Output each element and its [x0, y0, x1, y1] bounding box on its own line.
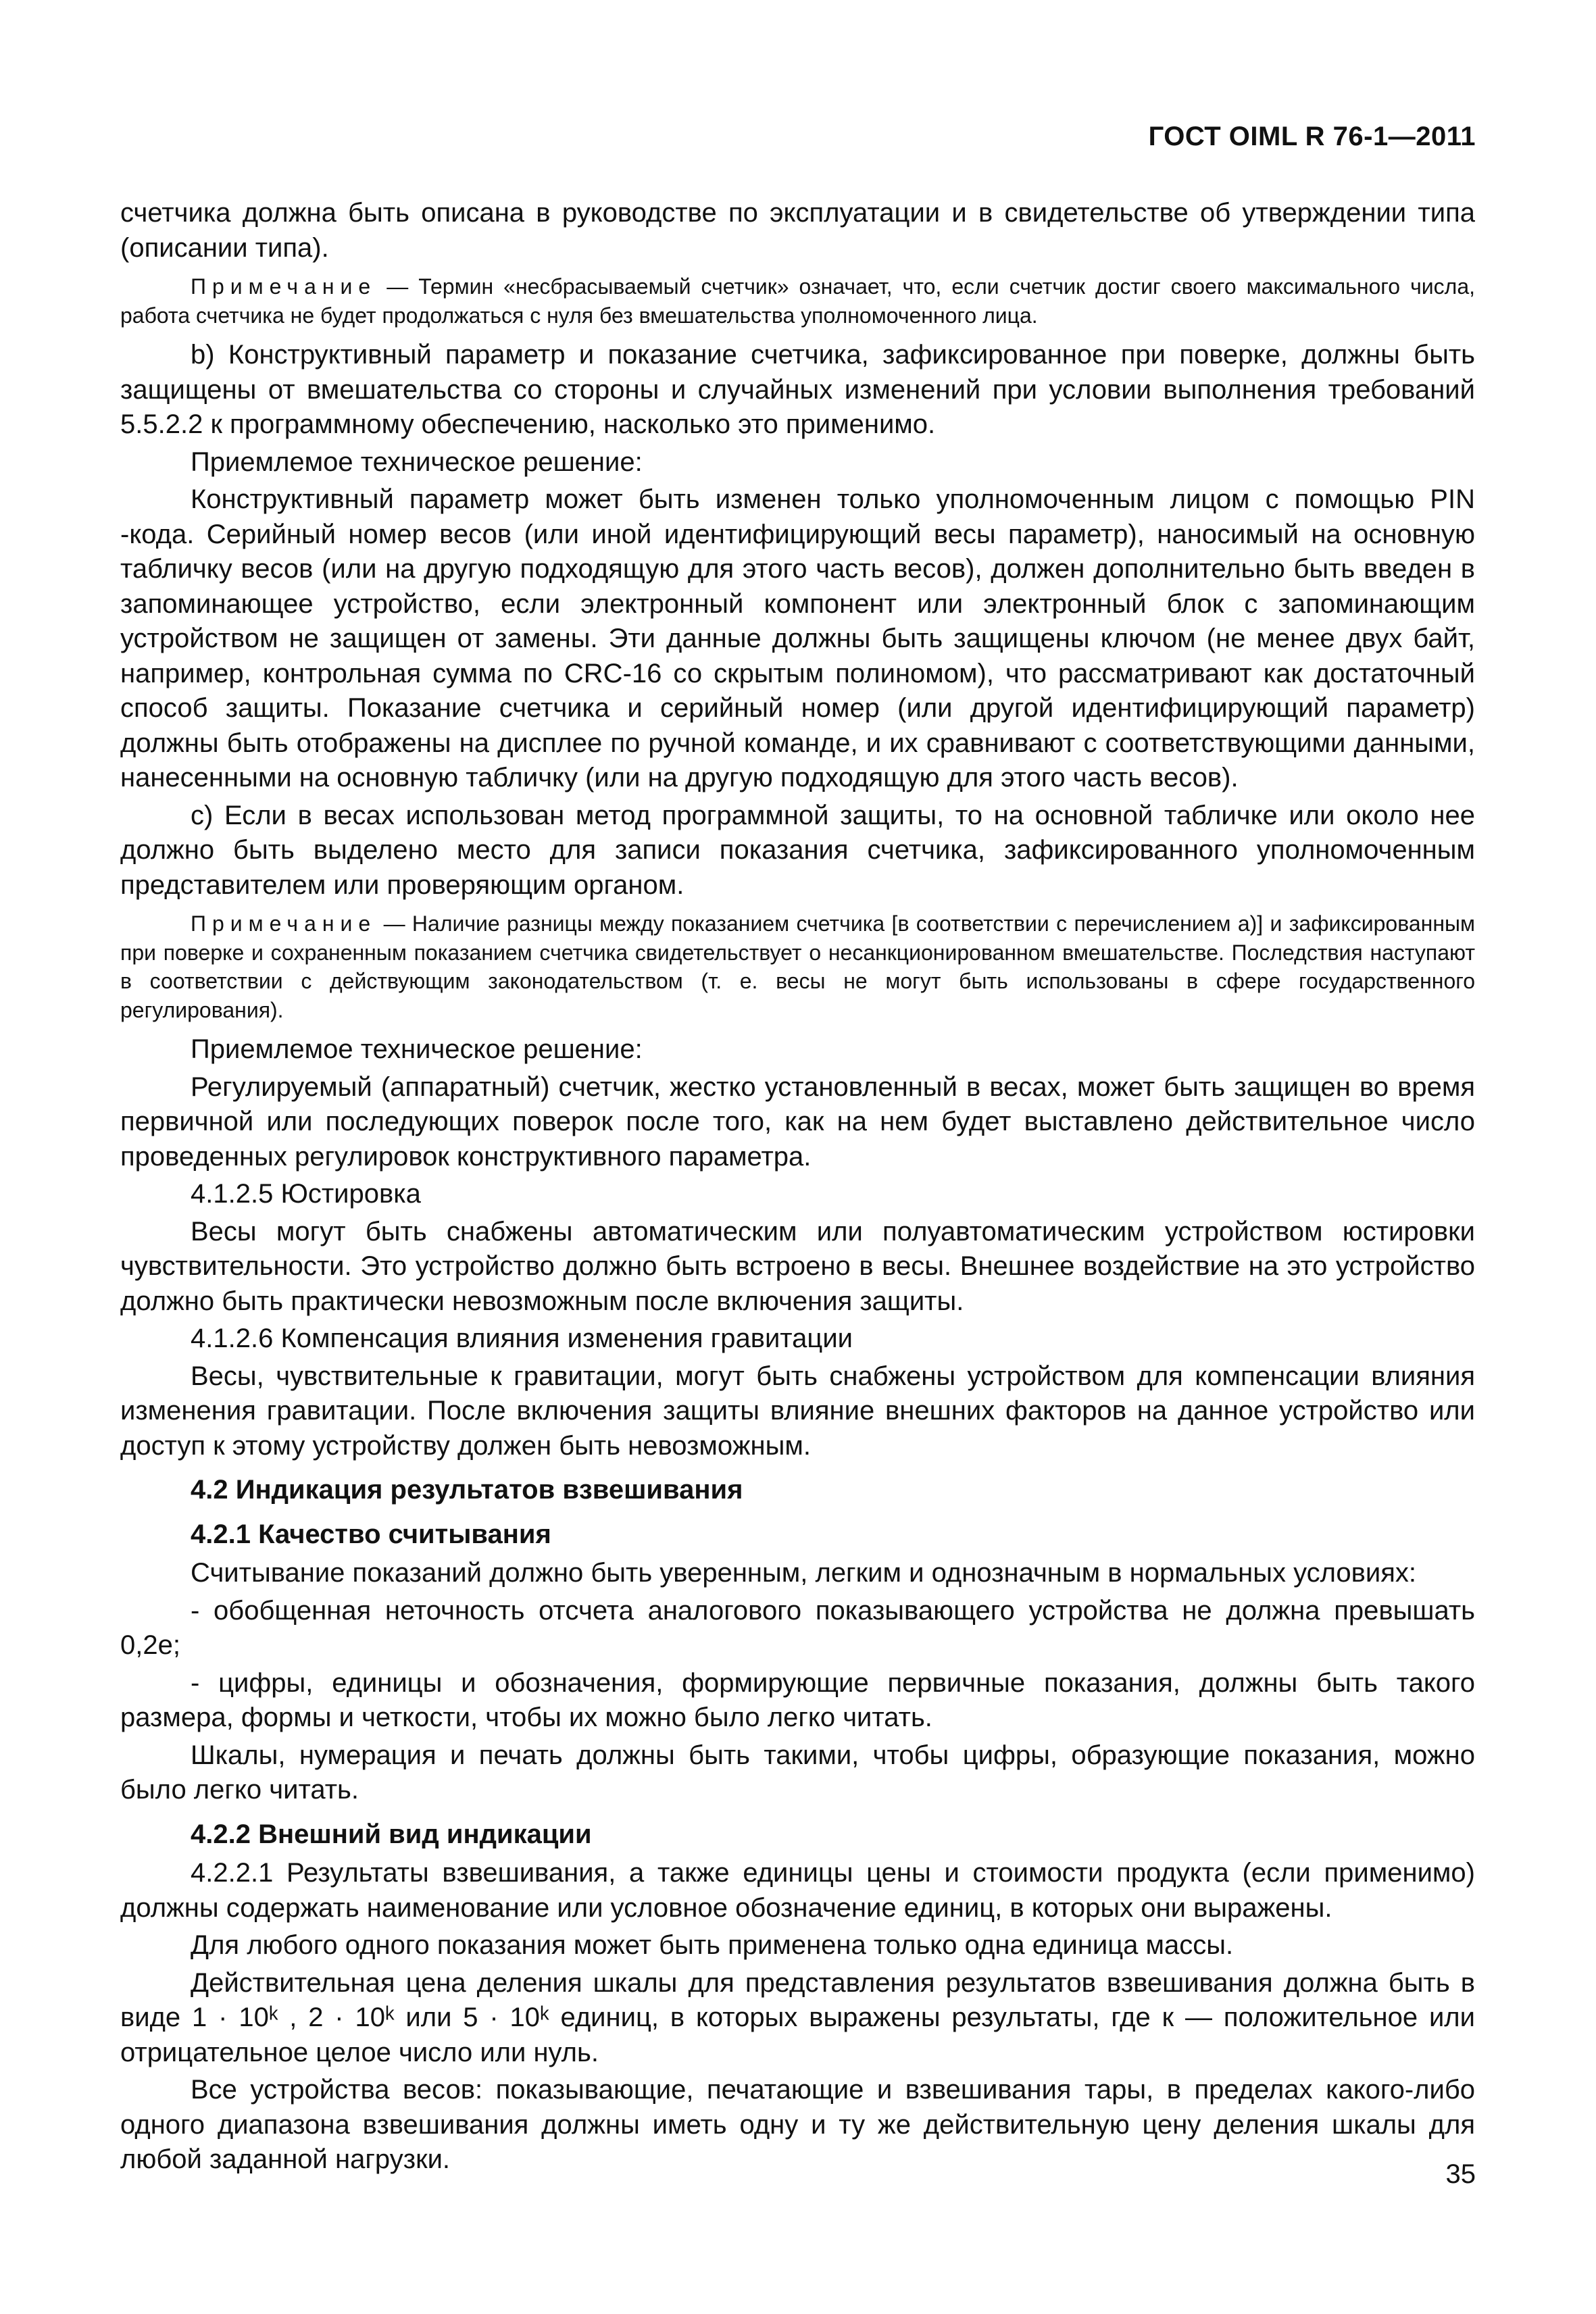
note-text: — Наличие разницы между показанием счетчика [в соответствии с перечислением a)] и зафиксированным при поверке и сохраненным показанием счетчика свидетельствует о несанкционированном вмешательстве. Последствия наступают в соответствии с действующим законодательством (т. е. весы не могут быть использованы в сфере государственного регулирования). — [120, 911, 1475, 1022]
body-paragraph: Приемлемое техническое решение: — [191, 447, 643, 477]
note-label: Примечание — [191, 274, 377, 299]
body-paragraph: Действительная цена деления шкалы для представления результатов взвешивания должна быть в виде 1 · 10ᵏ , 2 · 10ᵏ или 5 · 10ᵏ единиц, в которых выражены результаты, где к — положительное или отрицательное целое число или нуль. — [120, 1967, 1475, 2067]
section-heading: 4.2.2 Внешний вид индикации — [191, 1819, 592, 1849]
body-paragraph: Приемлемое техническое решение: — [191, 1034, 643, 1064]
body-paragraph: c) Если в весах использован метод программной защиты, то на основной табличке или около нее должно быть выделено место для записи показания счетчика, зафиксированного уполномоченным представителем или проверяющим органом. — [120, 800, 1475, 900]
note-paragraph — [120, 272, 1475, 330]
document-body — [120, 196, 1475, 2180]
body-paragraph: Шкалы, нумерация и печать должны быть такими, чтобы цифры, образующие показания, можно было легко читать. — [120, 1740, 1475, 1805]
body-paragraph: b) Конструктивный параметр и показание счетчика, зафиксированное при поверке, должны быть защищены от вмешательства со стороны и случайных изменений при условии выполнения требований 5.5.2.2 к программному обеспечению, насколько это применимо. — [120, 340, 1475, 439]
note-label: Примечание — [191, 911, 377, 936]
note-text: — Термин «несбрасываемый счетчик» означает, что, если счетчик достиг своего максимального числа, работа счетчика не будет продолжаться с нуля без вмешательства уполномоченного лица. — [120, 274, 1475, 328]
note-paragraph — [120, 909, 1475, 1024]
body-paragraph: Все устройства весов: показывающие, печатающие и взвешивания тары, в пределах какого-либо одного диапазона взвешивания должны иметь одну и ту же действительную цену деления шкалы для любой заданной нагрузки. — [120, 2075, 1475, 2174]
body-paragraph: Конструктивный параметр может быть изменен только уполномоченным лицом с помощью PIN -кода. Серийный номер весов (или иной идентифицирующий весы параметр), наносимый на основную табличку весов (или на другую подходящую для этого часть весов), должен дополнительно быть введен в запоминающее устройство, если электронный компонент или электронный блок с запоминающим устройством не защищен от замены. Эти данные должны быть защищены ключом (не менее двух байт, например, контрольная сумма по CRC-16 со скрытым полиномом), что рассматривают как достаточный способ защиты. Показание счетчика и серийный номер (или другой идентифицирующий параметр) должны быть отображены на дисплее по ручной команде, и их сравнивают с соответствующими данными, нанесенными на основную табличку (или на другую подходящую для этого часть весов). — [120, 484, 1475, 793]
section-heading: 4.2.1 Качество считывания — [191, 1519, 551, 1549]
document-header: ГОСТ OIML R 76-1—2011 — [1148, 122, 1476, 151]
body-paragraph: Для любого одного показания может быть применена только одна единица массы. — [191, 1930, 1234, 1960]
body-paragraph: Весы могут быть снабжены автоматическим или полуавтоматическим устройством юстировки чувствительности. Это устройство должно быть встроено в весы. Внешнее воздействие на это устройство должно быть практически невозможным после включения защиты. — [120, 1216, 1475, 1316]
body-paragraph: Весы, чувствительные к гравитации, могут быть снабжены устройством для компенсации влияния изменения гравитации. После включения защиты влияние внешних факторов на данное устройство или доступ к этому устройству должен быть невозможным. — [120, 1361, 1475, 1461]
body-paragraph: - обобщенная неточность отсчета аналогового показывающего устройства не должна превышать 0,2e; — [120, 1595, 1475, 1660]
body-paragraph: счетчика должна быть описана в руководстве по эксплуатации и в свидетельстве об утверждении типа (описании типа). — [120, 198, 1475, 263]
page-number: 35 — [1445, 2159, 1476, 2189]
body-paragraph: Регулируемый (аппаратный) счетчик, жестко установленный в весах, может быть защищен во время первичной или последующих поверок после того, как на нем будет выставлено действительное число проведенных регулировок конструктивного параметра. — [120, 1072, 1475, 1172]
body-paragraph: 4.1.2.5 Юстировка — [191, 1179, 421, 1209]
body-paragraph: - цифры, единицы и обозначения, формирующие первичные показания, должны быть такого размера, формы и четкости, чтобы их можно было легко читать. — [120, 1667, 1475, 1732]
section-heading: 4.2 Индикация результатов взвешивания — [191, 1475, 743, 1505]
body-paragraph: 4.1.2.6 Компенсация влияния изменения гравитации — [191, 1324, 853, 1353]
body-paragraph: Считывание показаний должно быть уверенным, легким и однозначным в нормальных условиях: — [191, 1558, 1417, 1588]
body-paragraph: 4.2.2.1 Результаты взвешивания, а также единицы цены и стоимости продукта (если применимо) должны содержать наименование или условное обозначение единиц, в которых они выражены. — [120, 1858, 1475, 1923]
